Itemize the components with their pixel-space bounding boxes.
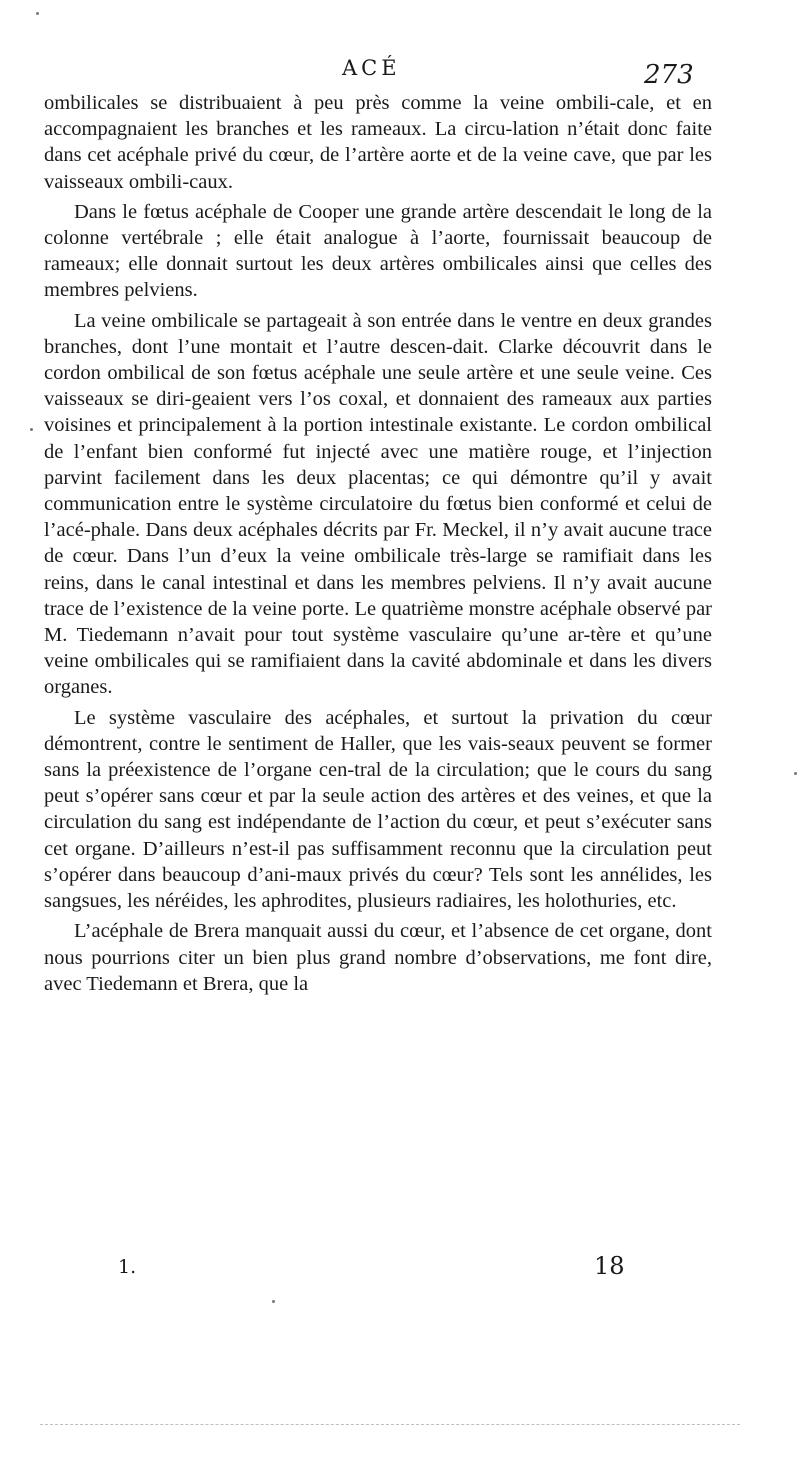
running-head [0,56,800,90]
paper-speck [272,1300,275,1303]
show-through-line [40,1424,740,1425]
paper-speck [30,428,33,431]
signature-mark: 1. [118,1256,137,1278]
gathering-folio: 18 [594,1252,625,1280]
paragraph-continuation: ombilicales se distribuaient à peu près comme la veine ombili-cale, et en accompagnaient les branches et les rameaux. La circu-lation n’était donc faite dans cet acéphale privé du cœur, de l’artère aorte et de la veine cave, que par les vaisseaux ombili-caux. [44,92,712,193]
paper-speck [36,12,39,15]
paragraph-systeme-vasculaire: Le système vasculaire des acéphales, et surtout la privation du cœur démontrent, contre le sentiment de Haller, que les vais-seaux peuvent se former sans la préexistence de l’organe cen-tral de la circulation; que le cours du sang peut s’opérer sans cœur et par la seule action des artères et des veines, et que la circulation du sang est indépendante de l’action du cœur, et peut s’exécuter sans cet organe. D’ailleurs n’est-il pas suffisamment reconnu que la circulation peut s’opérer dans beaucoup d’ani-maux privés du cœur? Tels sont les annélides, les sangsues, les néréides, les aphrodites, plusieurs radiaires, les holothuries, etc. [44,706,712,913]
page-footer [0,1248,800,1288]
body-text [44,90,712,997]
paragraph-cooper: Dans le fœtus acéphale de Cooper une grande artère descendait le long de la colonne vertébrale ; elle était analogue à l’aorte, fournissait beaucoup de rameaux; elle donnait surtout les deux artères ombilicales ainsi que celles des membres pelviens. [44,200,712,302]
paragraph-veine-ombilicale: La veine ombilicale se partageait à son entrée dans le ventre en deux grandes branches, dont l’une montait et l’autre descen-dait. Clarke découvrit dans le cordon ombilical de son fœtus acéphale une seule artère et une seule veine. Ces vaisseaux se diri-geaient vers l’os coxal, et donnaient des rameaux aux parties voisines et principalement à la portion intestinale existante. Le cordon ombilical de l’enfant bien conformé fut injecté avec une matière rouge, et l’injection parvint facilement dans les deux placentas; ce qui démontre qu’il y avait communication entre le système circulatoire du fœtus bien conformé et celui de l’acé-phale. Dans deux acéphales décrits par Fr. Meckel, il n’y avait aucune trace de cœur. Dans l’un d’eux la veine ombilicale très-large se ramifiait dans les reins, dans le canal intestinal et dans les membres pelviens. Il n’y avait aucune trace de l’existence de la veine porte. Le quatrième monstre acéphale observé par M. Tiedemann n’avait pour tout système vasculaire qu’une ar-tère et qu’une veine ombilicales qui se ramifiaient dans la cavité abdominale et dans les divers organes. [44,309,712,699]
paragraph-brera: L’acéphale de Brera manquait aussi du cœur, et l’absence de cet organe, dont nous pourrions citer un bien plus grand nombre d’observations, me font dire, avec Tiedemann et Brera, que la [44,920,712,995]
running-head-title: ACÉ [342,56,401,80]
page-number: 273 [644,60,694,90]
paper-speck [794,772,797,775]
